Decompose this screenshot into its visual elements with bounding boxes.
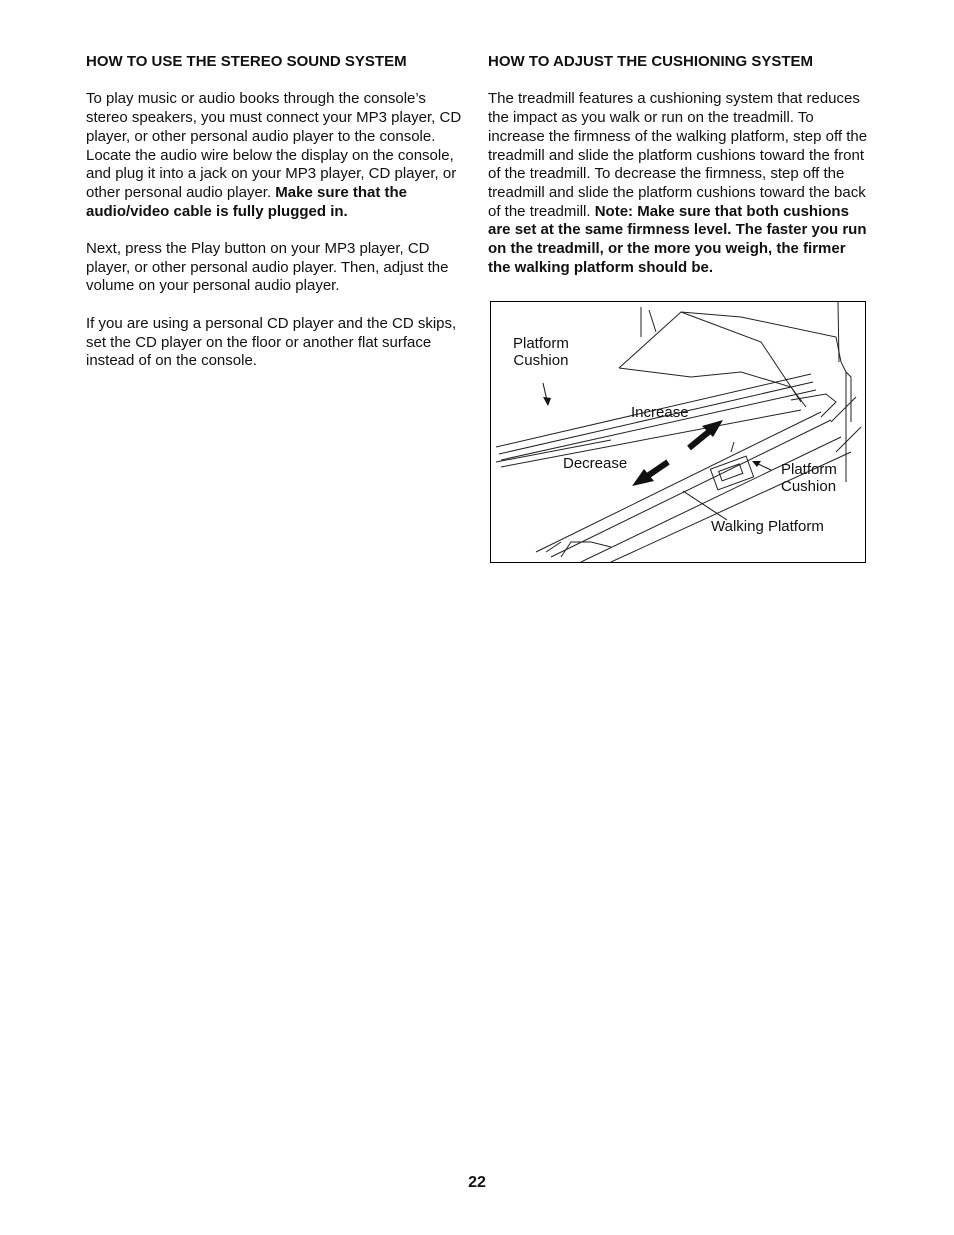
- stereo-paragraph-3: If you are using a personal CD player and the CD skips, set the CD player on the floor or another flat surface instead of on the console.: [86, 314, 457, 370]
- left-column: [86, 53, 468, 390]
- right-column: [488, 53, 870, 296]
- cushion-diagram: [490, 301, 866, 563]
- increase-arrow: [689, 430, 711, 448]
- label-increase: Increase: [631, 404, 689, 421]
- label-decrease: Decrease: [563, 455, 628, 472]
- cushioning-p1-text: The treadmill features a cushioning system that reduces the impact as you walk or run on the treadmill. To increase the firmness of the walking platform, step off the treadmill and slide the platform cushions toward the front of the treadmill. To decrease the firmness, step off the treadmill and slide the platform cushions toward the back of the treadmill.: [488, 90, 868, 220]
- decrease-arrow: [646, 462, 668, 477]
- leader-arrow-1: [543, 397, 551, 406]
- stereo-paragraph-2: Next, press the Play button on your MP3 player, CD player, or other personal audio player. Then, adjust the volume on your personal audio player.: [86, 240, 449, 295]
- stereo-p1-bold: Make sure that the audio/video cable is fully plugged in.: [86, 183, 408, 220]
- cushioning-paragraph-1: [488, 90, 870, 277]
- label-platform-cushion-rear-line2: Cushion: [513, 352, 569, 369]
- stereo-paragraph-1: [86, 90, 468, 221]
- leader-arrow-2: [752, 461, 761, 467]
- cushioning-p1-bold: Note: Make sure that both cushions are set at the same firmness level. The faster you run on the treadmill, or the more you weigh, the firmer the walking platform should be.: [488, 202, 867, 276]
- label-platform-cushion-front-line1: Platform: [781, 461, 837, 478]
- label-platform-cushion-front: [781, 461, 837, 495]
- cushioning-heading: HOW TO ADJUST THE CUSHIONING SYSTEM: [488, 53, 814, 70]
- label-walking-platform: Walking Platform: [711, 518, 824, 535]
- stereo-heading: HOW TO USE THE STEREO SOUND SYSTEM: [86, 53, 407, 70]
- stereo-p1-text: To play music or audio books through the console’s stereo speakers, you must connect your MP3 player, CD player, or other personal audio player to the console. Locate the audio wire below the display on the console, and plug it into a jack on your MP3 player, CD player, or other personal audio player.: [86, 90, 462, 201]
- page-number: 22: [468, 1174, 486, 1191]
- label-platform-cushion-rear-line1: Platform: [513, 335, 569, 352]
- label-platform-cushion-rear: [513, 335, 569, 369]
- label-platform-cushion-front-line2: Cushion: [781, 478, 837, 495]
